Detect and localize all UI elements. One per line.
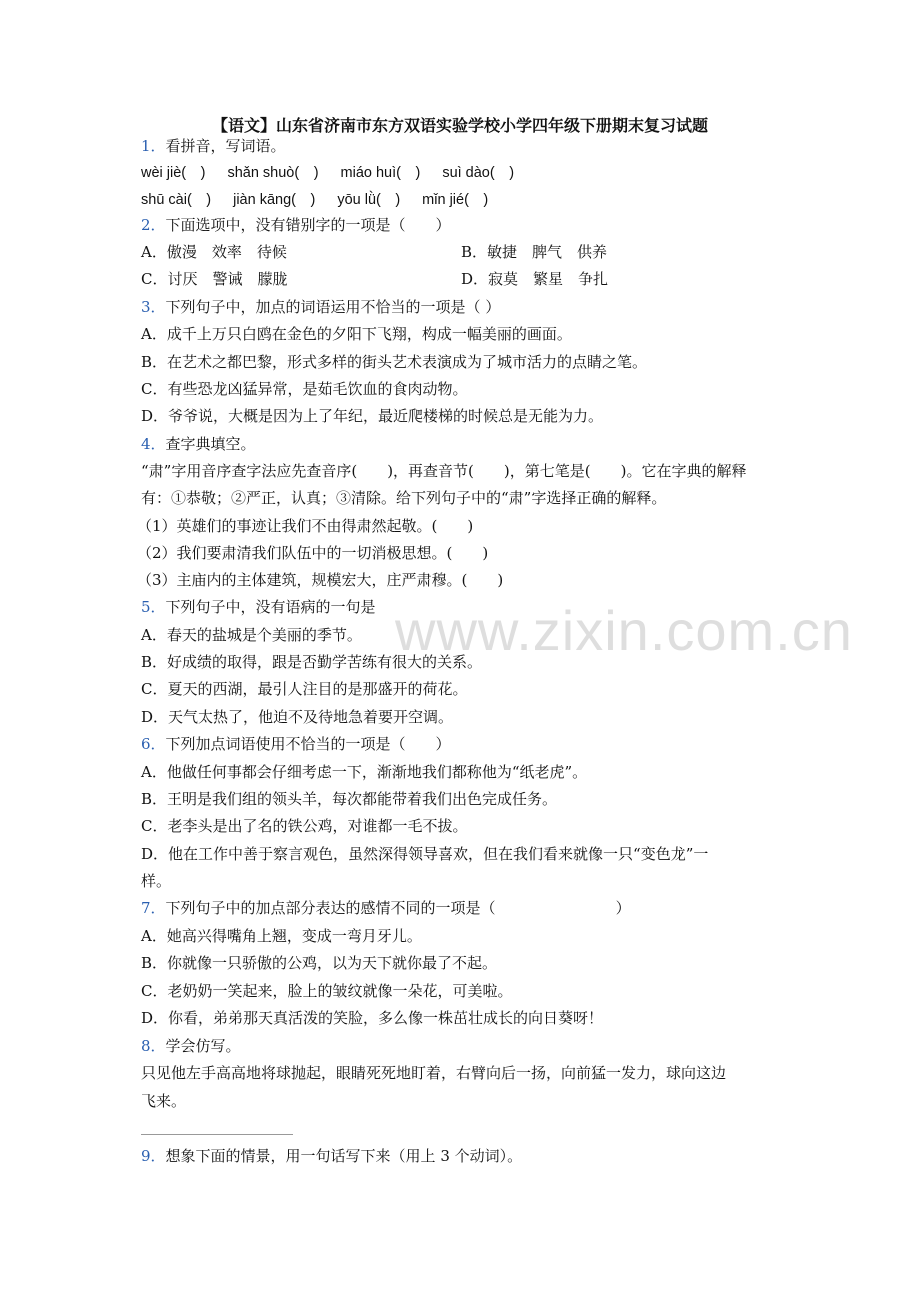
question-2: [141, 214, 451, 236]
question-8: [141, 1035, 241, 1057]
pinyin-row-2: [141, 189, 510, 211]
pinyin-item: jiàn kāng( ): [233, 192, 316, 208]
option-a: A．春天的盐城是个美丽的季节。: [141, 626, 362, 644]
question-text: 下列句子中，没有语病的一句是: [165, 598, 376, 616]
option-b: B．好成绩的取得，跟是否勤学苦练有很大的关系。: [141, 653, 483, 671]
question-text: 看拼音，写词语。: [165, 137, 286, 155]
sub-question: （3）主庙内的主体建筑，规模宏大，庄严肃穆。( ): [137, 571, 504, 589]
pinyin-row-1: [141, 162, 536, 184]
question-number: 5．: [141, 598, 166, 616]
option-c: C．老奶奶一笑起来，脸上的皱纹就像一朵花，可美啦。: [141, 982, 513, 1000]
option-b: B．在艺术之都巴黎，形式多样的街头艺术表演成为了城市活力的点睛之笔。: [141, 353, 648, 371]
question-number: 6．: [141, 735, 166, 753]
question-9: [141, 1145, 522, 1167]
pinyin-item: shū cài( ): [141, 192, 212, 208]
option-b: B．敏捷 脾气 供养: [461, 243, 608, 261]
option-c: C．夏天的西湖，最引人注目的是那盛开的荷花。: [141, 680, 468, 698]
option-row: [141, 268, 608, 290]
option-b: B．王明是我们组的领头羊，每次都能带着我们出色完成任务。: [141, 790, 558, 808]
pinyin-item: miáo huì( ): [340, 165, 421, 181]
option-d: D．你看，弟弟那天真活泼的笑脸，多么像一株茁壮成长的向日葵呀！: [141, 1009, 604, 1027]
question-6: [141, 733, 451, 755]
question-number: 4．: [141, 435, 166, 453]
question-4: [141, 433, 256, 455]
question-3: [141, 296, 500, 318]
option-d: D．他在工作中善于察言观色，虽然深得领导喜欢，但在我们看来就像一只“变色龙”一: [141, 845, 709, 863]
pinyin-item: mǐn jié( ): [422, 192, 489, 208]
option-a: A．他做任何事都会仔细考虑一下，渐渐地我们都称他为“纸老虎”。: [141, 763, 588, 781]
question-text: 下列加点词语使用不恰当的一项是（ ）: [165, 735, 451, 753]
watermark: www.zixin.com.cn: [395, 599, 853, 662]
question-text: 查字典填空。: [165, 435, 256, 453]
paragraph-line: 只见他左手高高地将球抛起，眼睛死死地盯着，右臂向后一扬，向前猛一发力，球向这边: [141, 1064, 727, 1082]
pinyin-item: yōu lǜ( ): [337, 192, 401, 208]
option-b: B．你就像一只骄傲的公鸡，以为天下就你最了不起。: [141, 954, 498, 972]
pinyin-item: shǎn shuò( ): [227, 165, 319, 181]
question-number: 2．: [141, 216, 166, 234]
question-7: [141, 897, 631, 919]
question-number: 9．: [141, 1147, 166, 1165]
option-row: [141, 241, 607, 263]
option-a: A．成千上万只白鸥在金色的夕阳下飞翔，构成一幅美丽的画面。: [141, 325, 572, 343]
option-c: C．老李头是出了名的铁公鸡，对谁都一毛不拔。: [141, 817, 468, 835]
pinyin-item: suì dào( ): [442, 165, 515, 181]
question-text: 学会仿写。: [165, 1037, 241, 1055]
option-d: D．寂莫 繁星 争扎: [461, 270, 609, 288]
question-text: 下面选项中，没有错别字的一项是（ ）: [165, 216, 451, 234]
option-a: A．她高兴得嘴角上翘，变成一弯月牙儿。: [141, 927, 422, 945]
question-number: 7．: [141, 899, 166, 917]
option-c: C．有些恐龙凶猛异常，是茹毛饮血的食肉动物。: [141, 380, 468, 398]
closing-paren: ）: [615, 899, 631, 917]
option-d: D．天气太热了，他迫不及待地急着要开空调。: [141, 708, 454, 726]
option-a: A．傲漫 效率 待候: [141, 243, 287, 261]
paragraph-line: 飞来。: [141, 1092, 187, 1110]
sub-question: （1）英雄们的事迹让我们不由得肃然起敬。( ): [137, 517, 474, 535]
question-number: 8．: [141, 1037, 166, 1055]
question-1: [141, 135, 286, 157]
option-d: D．爷爷说，大概是因为上了年纪，最近爬楼梯的时候总是无能为力。: [141, 407, 604, 425]
option-c: C．讨厌 警诫 朦胧: [141, 270, 288, 288]
answer-separator: [141, 1134, 293, 1135]
question-5: [141, 596, 376, 618]
paragraph-line: 有：①恭敬；②严正，认真；③清除。给下列句子中的“肃”字选择正确的解释。: [141, 489, 667, 507]
pinyin-item: wèi jiè( ): [141, 165, 206, 181]
paragraph-line: “肃”字用音序查字法应先查音序( )，再查音节( )，第七笔是( )。它在字典的解释: [141, 462, 747, 480]
page-title: 【语文】山东省济南市东方双语实验学校小学四年级下册期末复习试题: [211, 116, 708, 135]
question-number: 3．: [141, 298, 166, 316]
question-text: 下列句子中的加点部分表达的感情不同的一项是（: [165, 899, 496, 917]
question-text: 下列句子中，加点的词语运用不恰当的一项是（ ）: [165, 298, 501, 316]
question-text: 想象下面的情景，用一句话写下来（用上 3 个动词）。: [165, 1147, 523, 1165]
sub-question: （2）我们要肃清我们队伍中的一切消极思想。( ): [137, 544, 489, 562]
option-d-continued: 样。: [141, 872, 172, 890]
question-number: 1．: [141, 137, 166, 155]
